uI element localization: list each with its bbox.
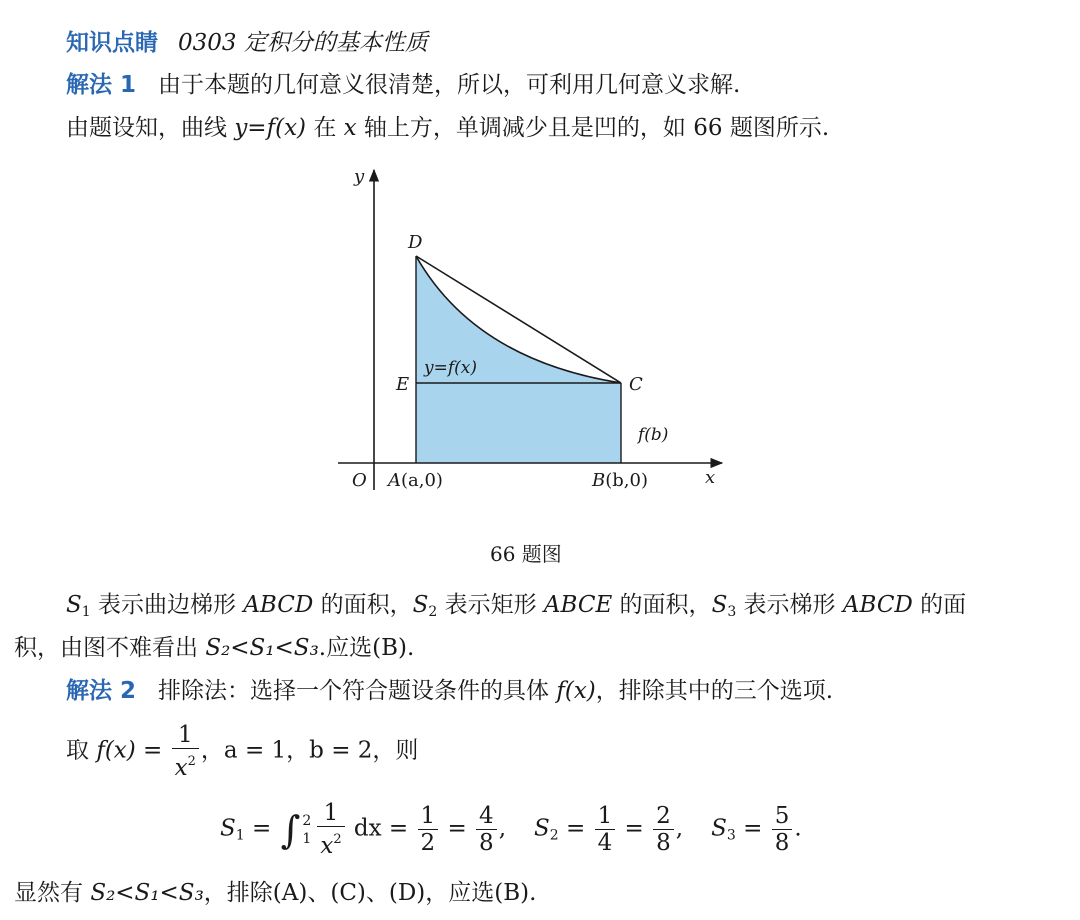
knowledge-label: 知识点睛 — [66, 30, 158, 56]
equals: = — [617, 815, 652, 842]
label-B-coord: (b,0) — [605, 470, 648, 491]
subscript: 3 — [726, 827, 736, 844]
exponent: 2 — [333, 832, 342, 847]
fraction-1-2 — [418, 803, 439, 856]
comma: , — [498, 815, 506, 842]
symbol-S: S — [711, 815, 727, 842]
denominator: 4 — [597, 830, 613, 856]
numerator: 2 — [653, 803, 674, 830]
fraction-4-8 — [476, 803, 497, 856]
text-fragment: 显然有 — [14, 880, 91, 906]
label-D: D — [408, 232, 423, 253]
figure-caption: 66 题图 — [490, 542, 562, 566]
equals: = — [735, 815, 770, 842]
text-fragment: ，排除(A)、(C)、(D)，应选(B). — [203, 880, 537, 906]
numerator: 1 — [418, 803, 439, 830]
symbol-S: S — [711, 592, 728, 618]
formula-line — [220, 800, 802, 859]
method1-line — [66, 70, 740, 100]
integrand-fraction — [317, 800, 344, 859]
label-C: C — [629, 374, 643, 395]
subscript: 1 — [81, 604, 91, 620]
label-A — [386, 470, 443, 491]
method1-text: 由于本题的几何意义很清楚，所以，可利用几何意义求解. — [158, 72, 741, 98]
take-line — [66, 722, 418, 781]
label-origin: O — [352, 470, 367, 491]
den-var: x — [174, 755, 188, 781]
explanation-line2 — [14, 633, 414, 663]
denominator — [172, 749, 199, 781]
fraction-1-4 — [595, 803, 616, 856]
subscript: 3 — [727, 604, 737, 620]
label-A-letter: A — [388, 470, 401, 491]
knowledge-code: 0303 定积分的基本性质 — [178, 30, 428, 56]
numerator: 4 — [476, 803, 497, 830]
dx-equals: dx = — [346, 815, 416, 842]
text-fragment: 的面积， — [612, 592, 712, 618]
method2-line — [66, 676, 833, 706]
denominator — [317, 827, 344, 859]
label-B — [591, 470, 648, 491]
integral-sign: ∫ — [280, 807, 301, 852]
equals: = — [244, 815, 279, 842]
knowledge-header — [66, 28, 428, 58]
numerator: 1 — [595, 803, 616, 830]
numerator: 5 — [772, 803, 793, 830]
text-fragment: 排除法：选择一个符合题设条件的具体 — [158, 678, 557, 704]
shape-name: ABCE — [543, 592, 613, 618]
symbol-S: S — [534, 815, 550, 842]
exponent: 2 — [187, 754, 196, 769]
subscript: 1 — [235, 827, 245, 844]
function-expression: f(x) — [96, 737, 136, 764]
method2-label: 解法 2 — [66, 678, 137, 704]
equals: = — [440, 815, 475, 842]
upper-limit: 2 — [302, 812, 312, 829]
label-E: E — [396, 374, 410, 395]
method1-label: 解法 1 — [66, 72, 137, 98]
shape-name: ABCD — [243, 592, 314, 618]
method1-line2 — [66, 113, 829, 143]
text-fragment: 表示矩形 — [437, 592, 544, 618]
fraction-1-over-x2 — [172, 722, 199, 781]
denominator: 8 — [656, 830, 671, 856]
label-fb: f(b) — [638, 425, 669, 445]
denominator: 2 — [420, 830, 436, 856]
text-fragment: .应选(B). — [318, 635, 415, 661]
numerator: 1 — [317, 800, 344, 827]
equals: = — [135, 737, 170, 764]
shape-name: ABCD — [842, 592, 913, 618]
period: . — [794, 815, 802, 842]
text-fragment: 的面积， — [313, 592, 413, 618]
variable: x — [343, 115, 357, 141]
text-fragment: 表示梯形 — [736, 592, 843, 618]
text-fragment: 在 — [306, 115, 344, 141]
label-x-axis: x — [705, 467, 716, 488]
fraction-5-8 — [772, 803, 793, 856]
comma: , — [675, 815, 684, 842]
symbol-S: S — [412, 592, 429, 618]
function-expression: y=f(x) — [234, 115, 307, 141]
text-fragment: ，排除其中的三个选项. — [595, 678, 834, 704]
denominator: 8 — [774, 830, 790, 856]
conclusion-line — [14, 878, 536, 908]
integral-limits — [302, 812, 311, 848]
text-fragment: 的面 — [912, 592, 967, 618]
subscript: 2 — [549, 827, 559, 844]
label-curve: y=f(x) — [424, 358, 477, 378]
text-fragment: 积，由图不难看出 — [14, 635, 206, 661]
label-y-axis: y — [354, 166, 365, 187]
inequality: S₂<S₁<S₃ — [90, 880, 204, 906]
text-fragment: 表示曲边梯形 — [90, 592, 244, 618]
text-fragment: 由题设知，曲线 — [66, 115, 235, 141]
equals: = — [558, 815, 593, 842]
symbol-S: S — [66, 592, 82, 618]
label-A-coord: (a,0) — [401, 470, 443, 491]
text-fragment: ，a = 1，b = 2，则 — [200, 737, 419, 764]
figure-66 — [320, 160, 740, 500]
denominator: 8 — [479, 830, 494, 856]
explanation-line1 — [66, 590, 966, 627]
subscript: 2 — [428, 604, 438, 620]
fraction-2-8 — [653, 803, 674, 856]
symbol-S: S — [220, 815, 236, 842]
text-fragment: 轴上方，单调减少且是凹的，如 66 题图所示. — [356, 115, 830, 141]
numerator: 1 — [172, 722, 199, 749]
label-B-letter: B — [592, 470, 606, 491]
inequality: S₂<S₁<S₃ — [205, 635, 319, 661]
text-fragment: 取 — [66, 737, 97, 764]
lower-limit: 1 — [302, 830, 312, 847]
den-var: x — [320, 833, 334, 859]
function-expression: f(x) — [556, 678, 596, 704]
